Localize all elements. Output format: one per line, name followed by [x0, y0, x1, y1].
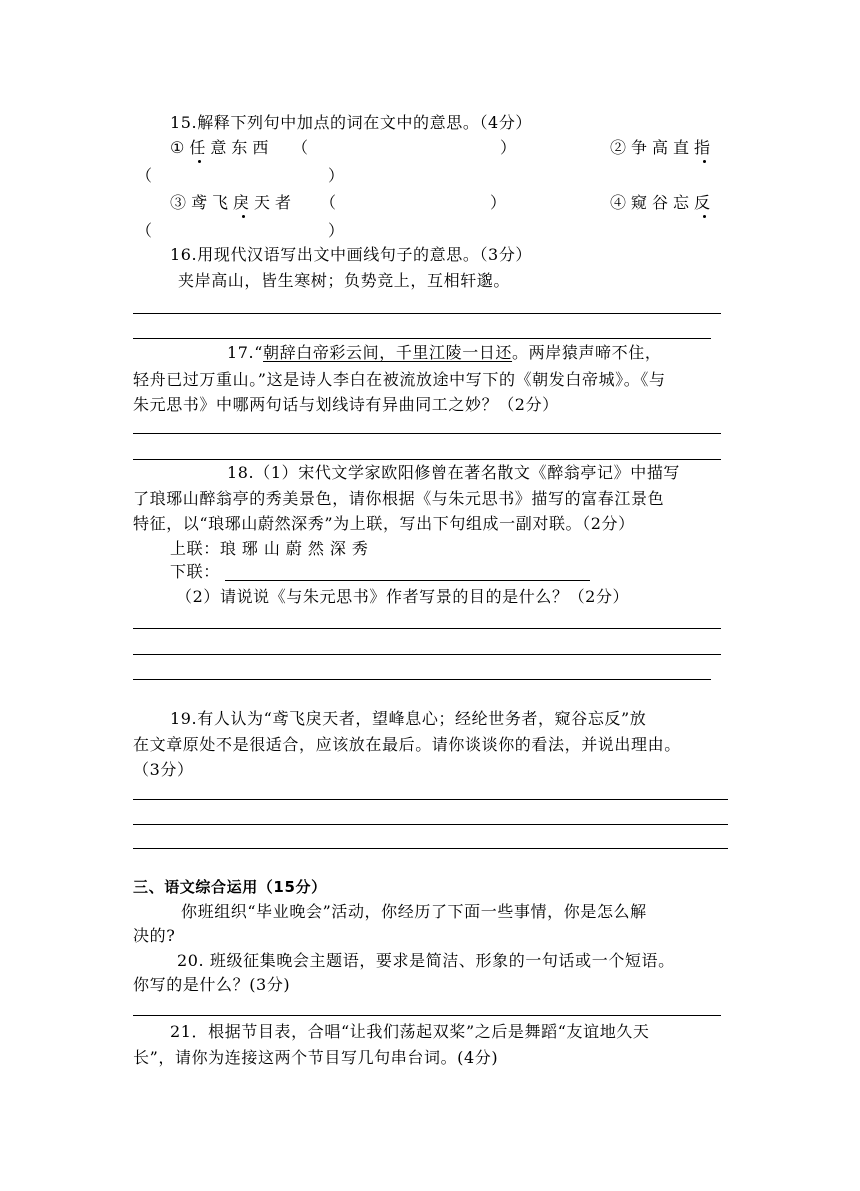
q15-item1-number: ① — [170, 138, 190, 157]
q20-line1: 20. 班级征集晚会主题语，要求是简洁、形象的一句话或一个短语。 — [177, 951, 675, 970]
q15-item3-paren-close: ） — [490, 193, 507, 212]
q18-upper-couplet — [170, 539, 374, 559]
q15-item2-text: ②争高直 — [610, 138, 695, 157]
q19-line2: 在文章原处不是很适合，应该放在最后。请你谈谈你的看法，并说出理由。 — [133, 735, 681, 754]
q15-item1-paren-open: （ — [292, 138, 309, 157]
q19-answer-line-3[interactable] — [133, 848, 728, 849]
q15-item4-text: ④窥谷忘 — [610, 193, 695, 212]
section3-intro-line1: 你班组织“毕业晚会”活动，你经历了下面一些事情，你是怎么解 — [181, 902, 647, 921]
q15-item2-dotted-char: 指 — [694, 138, 716, 157]
q18-upper-label: 上联： — [170, 539, 220, 558]
q15-item4-dotted-char: 反 — [694, 193, 716, 212]
q15-item3-dotted-char: 戾 — [233, 193, 255, 212]
q20-answer-line[interactable] — [133, 1015, 721, 1016]
q16-stem: 16.用现代汉语写出文中画线句子的意思。（3分） — [170, 245, 533, 264]
q16-sentence: 夹岸高山，皆生寒树；负势竞上，互相轩邈。 — [178, 271, 511, 290]
q15-item4 — [610, 193, 715, 213]
q15-item1-paren-close: ） — [500, 138, 517, 157]
q18-answer-line-1[interactable] — [133, 628, 721, 629]
q18-line1: 18.（1）宋代文学家欧阳修曾在著名散文《醉翁亭记》中描写 — [227, 463, 681, 482]
q15-item1-text: 意东 — [210, 138, 253, 157]
q17-underlined-poem: 朝辞白帝彩云间，千里江陵一日还 — [263, 343, 513, 362]
q18-answer-line-2[interactable] — [133, 654, 721, 655]
q15-item1 — [170, 138, 273, 158]
q17-answer-line-1[interactable] — [133, 433, 721, 434]
q15-item3-text: ③鸢飞 — [170, 193, 234, 212]
q18-lower-couplet — [170, 562, 220, 582]
q18-lower-couplet-blank[interactable] — [225, 580, 590, 581]
q17-line2: 轻舟已过万重山。”这是诗人李白在被流放途中写下的《朝发白帝城》。《与 — [133, 370, 666, 389]
section3-intro-line2: 决的? — [133, 926, 176, 945]
q17-answer-line-2[interactable] — [133, 459, 721, 460]
q16-answer-line-1[interactable] — [133, 313, 721, 314]
q15-cont1-paren-open: （ — [136, 166, 153, 185]
q19-answer-line-2[interactable] — [133, 824, 728, 825]
q17-number: 17.“ — [227, 343, 264, 362]
q17-line1 — [227, 343, 661, 363]
q16-answer-line-2[interactable] — [133, 338, 711, 339]
q21-line1: 21．根据节目表，合唱“让我们荡起双桨”之后是舞蹈“友谊地久天 — [170, 1022, 650, 1041]
q19-answer-line-1[interactable] — [133, 799, 728, 800]
q15-cont2-paren-close: ） — [328, 221, 345, 240]
q20-line2: 你写的是什么？(3分) — [133, 975, 291, 994]
q19-line1: 19.有人认为“鸢飞戾天者，望峰息心；经纶世务者，窥谷忘反”放 — [170, 709, 647, 728]
q15-item1-text-end: 西 — [252, 138, 274, 157]
q15-item3 — [170, 193, 296, 213]
q18-lower-label: 下联： — [170, 562, 220, 581]
q15-item2 — [610, 138, 715, 158]
q15-item3-paren-open: （ — [320, 193, 337, 212]
q18-line2: 了琅琊山醉翁亭的秀美景色，请你根据《与朱元思书》描写的富春江景色 — [133, 489, 665, 508]
q17-line1-rest: 。两岸猿声啼不住， — [512, 343, 662, 362]
section3-heading: 三、语文综合运用（15分） — [133, 878, 327, 896]
q15-cont1-paren-close: ） — [328, 166, 345, 185]
q15-stem: 15.解释下列句中加点的词在文中的意思。（4分） — [170, 113, 533, 132]
q15-cont2-paren-open: （ — [136, 221, 153, 240]
q18-line3: 特征，以“琅琊山蔚然深秀”为上联，写出下句组成一副对联。（2分） — [133, 514, 635, 533]
q17-line3: 朱元思书》中哪两句话与划线诗有异曲同工之妙？（2分） — [133, 395, 559, 414]
q18-upper-text: 琅琊山蔚然深秀 — [219, 539, 374, 558]
q21-line2: 长”，请你为连接这两个节目写几句串台词。(4分) — [133, 1048, 499, 1067]
q15-item1-dotted-char: 任 — [189, 138, 211, 157]
q18-part2: （2）请说说《与朱元思书》作者写景的目的是什么？（2分） — [176, 587, 630, 606]
q19-line3: （3分） — [133, 760, 194, 779]
q15-item3-text-end: 天者 — [254, 193, 297, 212]
q18-answer-line-3[interactable] — [133, 679, 711, 680]
